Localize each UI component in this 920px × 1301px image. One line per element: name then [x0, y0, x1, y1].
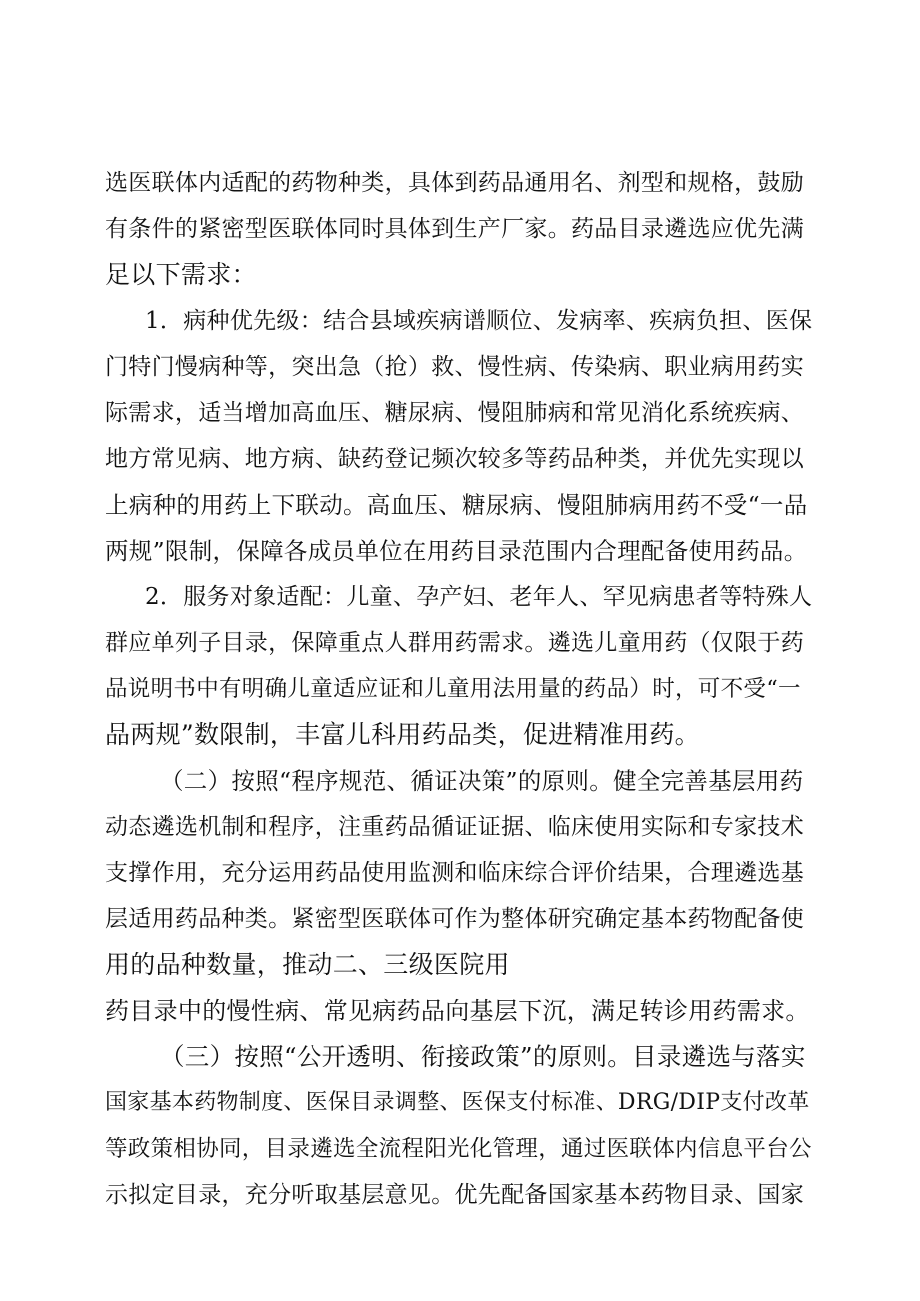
paragraph-line: 上病种的用药上下联动。高血压、糖尿病、慢阻肺病用药不受“一品 [105, 491, 808, 519]
paragraph-line: 品说明书中有明确儿童适应证和儿童用法用量的药品）时，可不受“一 [105, 676, 801, 702]
paragraph-line: 药目录中的慢性病、常见病药品向基层下沉，满足转诊用药需求。 [105, 997, 810, 1025]
paragraph-line: 门特门慢病种等，突出急（抢）救、慢性病、传染病、职业病用药实 [105, 354, 804, 380]
paragraph-line: 足以下需求： [105, 260, 257, 289]
paragraph-line: 2．服务对象适配：儿童、孕产妇、老年人、罕见病患者等特殊人 [145, 584, 813, 610]
paragraph-line: 际需求，适当增加高血压、糖尿病、慢阻肺病和常见消化系统疾病、 [105, 400, 804, 426]
paragraph-line: 动态遴选机制和程序，注重药品循证证据、临床使用实际和专家技术 [105, 814, 804, 840]
paragraph-line: 两规”限制，保障各成员单位在用药目录范围内合理配备使用药品。 [105, 537, 808, 565]
paragraph-line: 群应单列子目录，保障重点人群用药需求。遴选儿童用药（仅限于药 [105, 630, 804, 656]
paragraph-line: （三）按照“公开透明、衔接政策”的原则。目录遴选与落实 [160, 1042, 806, 1071]
paragraph-line: 有条件的紧密型医联体同时具体到生产厂家。药品目录遴选应优先满 [105, 216, 804, 242]
paragraph-line: 层适用药品种类。紧密型医联体可作为整体研究确定基本药物配备使 [105, 906, 804, 932]
paragraph-line: 支撑作用，充分运用药品使用监测和临床综合评价结果，合理遴选基 [105, 860, 804, 886]
paragraph-line: 国家基本药物制度、医保目录调整、医保支付标准、DRG/DIP支付改革 [105, 1090, 810, 1115]
paragraph-line: 1．病种优先级：结合县域疾病谱顺位、发病率、疾病负担、医保 [145, 308, 813, 334]
paragraph-line: 地方常见病、地方病、缺药登记频次较多等药品种类，并优先实现以 [105, 446, 804, 472]
paragraph-line: 等政策相协同，目录遴选全流程阳光化管理，通过医联体内信息平台公 [105, 1136, 812, 1162]
paragraph-line: 品两规”数限制，丰富儿科用药品类，促进精准用药。 [105, 720, 700, 749]
paragraph-line: （二）按照“程序规范、循证决策”的原则。健全完善基层用药 [160, 767, 804, 795]
paragraph-line: 示拟定目录，充分听取基层意见。优先配备国家基本药物目录、国家 [105, 1182, 804, 1208]
paragraph-line: 用的品种数量，推动二、三级医院用 [105, 950, 510, 979]
paragraph-line: 选医联体内适配的药物种类，具体到药品通用名、剂型和规格，鼓励 [105, 170, 804, 196]
